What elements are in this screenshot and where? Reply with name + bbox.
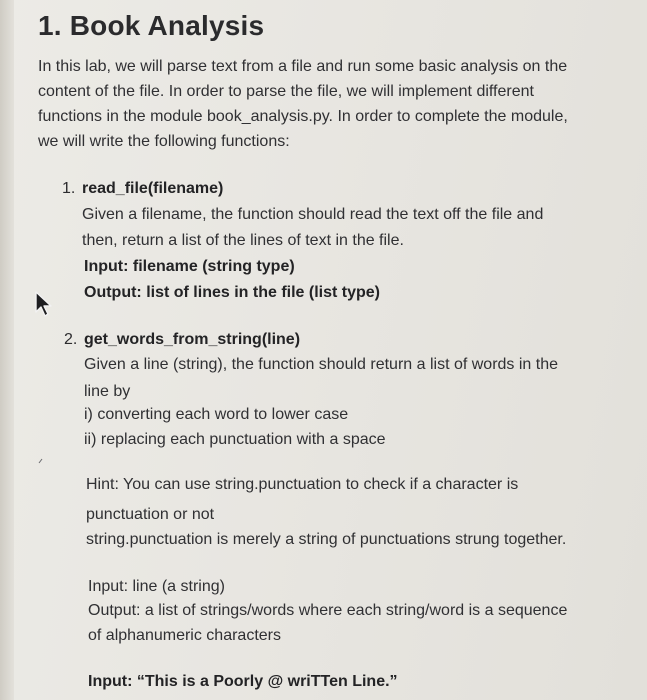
function-heading: get_words_from_string(line) [84, 331, 301, 348]
description-line: ii) replacing each punctuation with a space [84, 431, 386, 448]
intro-line: In this lab, we will parse text from a file and run some basic analysis on the [38, 58, 568, 75]
input-spec: Input: filename (string type) [84, 258, 295, 275]
description-line: line by [84, 383, 131, 400]
page-title: 1. Book Analysis [38, 10, 265, 41]
io-line: of alphanumeric characters [88, 627, 281, 644]
item-number: 2. [64, 331, 78, 348]
mouse-pointer-icon [34, 290, 58, 318]
description-line: Given a line (string), the function should return a list of words in the [84, 356, 559, 373]
example-input: Input: “This is a Poorly @ wriTTen Line.” [88, 673, 398, 690]
hint-line: punctuation or not [86, 506, 215, 523]
stray-mark [38, 451, 44, 457]
function-heading: read_file(filename) [82, 180, 224, 197]
intro-line: functions in the module book_analysis.py. In order to complete the module, [38, 108, 568, 125]
intro-paragraph [38, 54, 618, 154]
io-line: Output: a list of strings/words where each string/word is a sequence [88, 602, 568, 619]
intro-line: we will write the following functions: [38, 133, 290, 150]
hint-line: string.punctuation is merely a string of punctuations strung together. [86, 531, 567, 548]
description-line: Given a filename, the function should read the text off the file and [82, 206, 544, 223]
description-line: i) converting each word to lower case [84, 406, 349, 423]
output-spec: Output: list of lines in the file (list type) [84, 284, 380, 301]
intro-line: content of the file. In order to parse the file, we will implement different [38, 83, 534, 100]
description-line: then, return a list of the lines of text in the file. [82, 232, 404, 249]
item-number: 1. [62, 180, 76, 197]
page-edge [0, 0, 14, 700]
io-line: Input: line (a string) [88, 578, 225, 595]
hint-line: Hint: You can use string.punctuation to check if a character is [86, 476, 519, 493]
